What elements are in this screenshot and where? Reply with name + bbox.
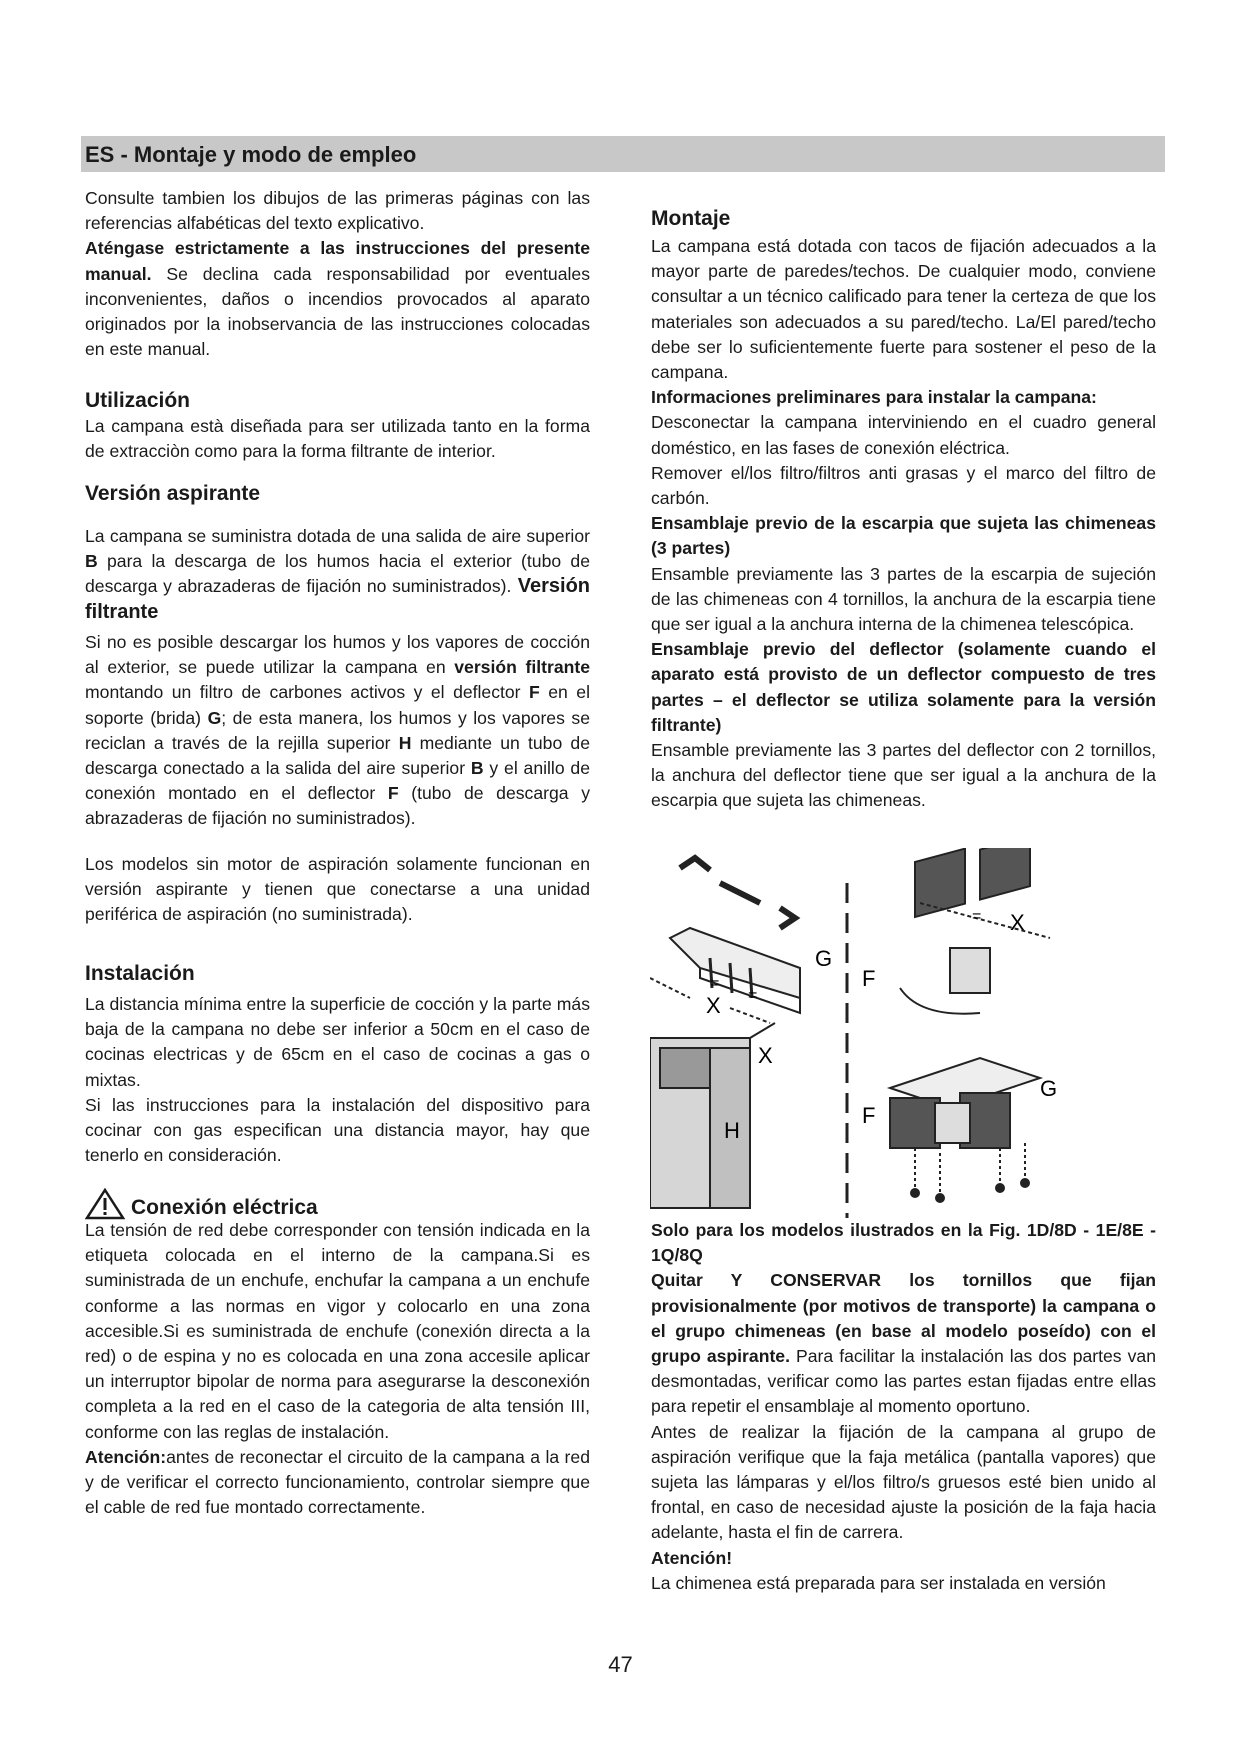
intro-paragraph: Consulte tambien los dibujos de las primeras páginas con las referencias alfabéticas del texto explicativo. Aténgase estrictamente a las instrucciones del presente manual. Se declina cada responsabilidad por eventuales inconvenientes, daños o incendios provocados al aparato originados por la inobservancia de las instrucciones colocadas en este manual. (85, 188, 590, 360)
label-X-right: X (1010, 910, 1025, 935)
conexion-title: Conexión eléctrica (85, 1188, 318, 1220)
label-G-bottom: G (1040, 1076, 1058, 1101)
conexion-text: La tensión de red debe corresponder con tensión indicada en la etiqueta colocada en el interno de la campana.Si es suministrada de un enchufe, enchufar la campana a un enchufe conforme a las normas en vigor y colocarlo en una zona accesible.Si es suministrada de enchufe (conexión directa a la red) o de espina y no es colocada en una zona accesile aplicar un interruptor bipolar de norma para asegurarse la desconexión completa a la red en el caso de la categoria de alta tensión III, conforme con las reglas de instalación. Atención:antes de reconectar el circuito de la campana a la red y de verificar el correcto funcionamiento, controlar siempre que el cable de red fue montado correctamente. (85, 1220, 590, 1518)
label-eq-left: = (710, 975, 720, 992)
utilizacion-text: La campana està diseñada para ser utilizada tanto en la forma de extracciòn como para la forma filtrante de interior. (85, 416, 590, 462)
section-header (81, 136, 1165, 172)
chimney-drawing (650, 1023, 775, 1208)
label-eq-right: = (972, 908, 982, 925)
deflector-top-drawing (900, 848, 1050, 1014)
label-F-bottom: F (862, 1103, 876, 1128)
instalacion-text: La distancia mínima entre la superficie de cocción y la parte más baja de la campana no debe ser inferior a 50cm en el caso de cocinas electricas y de 65cm en el caso de cocinas a gas o mixtas. Si las instrucciones para la instalación del dispositivo para cocinar con gas especifican una distancia mayor, hay que tenerlo en consideración. (85, 994, 590, 1166)
assembly-illustration (650, 848, 1080, 1218)
label-G-top: G (815, 946, 833, 971)
label-X-chimney: X (758, 1043, 773, 1068)
label-H: H (724, 1118, 740, 1143)
montaje-text: La campana está dotada con tacos de fijación adecuados a la mayor parte de paredes/techos. De cualquier modo, conviene consultar a un técnico calificado para tener la certeza de que los materiales son adecuados a su pared/techo. La/El pared/techo debe ser lo suficientemente fuerte para sostener el peso de la campana. Informaciones preliminares para instalar la campana: Desconectar la campana interviniendo en el cuadro general doméstico, en las fases de conexión eléctrica. Remover el/los filtro/filtros anti grasas y el marco del filtro de carbón. Ensamblaje previo de la escarpia que sujeta las chimeneas (3 partes) Ensamble previamente las 3 partes de la escarpia de sujeción de las chimeneas con 4 tornillos, la anchura de la escarpia tiene que ser igual a la anchura interna de la chimenea telescópica. Ensamblaje previo del deflector (solamente cuando el aparato está provisto de un deflector compuesto de tres partes – el deflector se utiliza solamente para la versión filtrante) Ensamble previamente las 3 partes del deflector con 2 tornillos, la anchura del deflector tiene que ser igual a la anchura de la escarpia que sujeta las chimeneas. (651, 236, 1156, 811)
section-title: ES - Montaje y modo de empleo (85, 142, 417, 167)
utilizacion-title: Utilización (85, 389, 191, 412)
montaje-title: Montaje (651, 207, 731, 230)
deflector-bottom-drawing (890, 1058, 1040, 1202)
aspirante-text: La campana se suministra dotada de una salida de aire superior B para la descarga de los humos hacia el exterior (tubo de descarga y abrazaderas de fijación no suministrados). Versión filtrante (85, 526, 590, 623)
instalacion-title: Instalación (85, 962, 195, 985)
label-eq-left-2: = (748, 987, 758, 1004)
modelos-text: Los modelos sin motor de aspiración solamente funcionan en versión aspirante y tienen que conectarse a una unidad periférica de aspiración (no suministrada). (85, 854, 590, 925)
aspirante-title: Versión aspirante (85, 482, 261, 505)
filtrante-text: Si no es posible descargar los humos y los vapores de cocción al exterior, se puede utilizar la campana en versión filtrante montando un filtro de carbones activos y el deflector F en el soporte (brida) G; de esta manera, los humos y los vapores se reciclan a través de la rejilla superior H mediante un tubo de descarga conectado a la salida del aire superior B y el anillo de conexión montado en el deflector F (tubo de descarga y abrazaderas de fijación no suministrados). (85, 632, 591, 829)
label-X-left: X (706, 993, 721, 1018)
label-F-top: F (862, 966, 876, 991)
quitar-text: Solo para los modelos ilustrados en la Fig. 1D/8D - 1E/8E - 1Q/8Q Quitar Y CONSERVAR los tornillos que fijan provisionalmente (por motivos de transporte) la campana o el grupo chimeneas (en base al modelo poseído) con el grupo aspirante. Para facilitar la instalación las dos partes van desmontadas, verificar como las partes estan fijadas entre ellas para repetir el ensamblaje al momento oportuno. Antes de realizar la fijación de la campana al grupo de aspiración verifique que la faja metálica (pantalla vapores) que sujeta las lámparas y el/los filtro/s gruesos esté bien unido al frontal, en caso de necesidad ajuste la posición de la faja hacia adelante, hasta el fin de carrera. Atención! La chimenea está preparada para ser instalada en versión (651, 1220, 1156, 1593)
page-number: 47 (608, 1652, 633, 1677)
warning-icon (85, 1188, 125, 1220)
bracket-assembly-drawing (650, 858, 800, 1023)
